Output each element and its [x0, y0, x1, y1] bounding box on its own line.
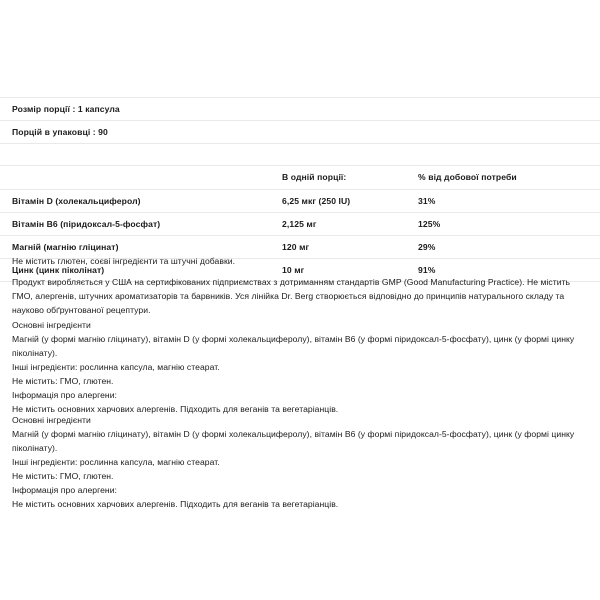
ingredients-block-2 [12, 414, 590, 511]
other-ingredients-text: Інші інгредієнти: рослинна капсула, магнію стеарат. [12, 456, 220, 467]
header-amount-per-serving: В одній порції: [282, 172, 347, 182]
ingredients-block-1 [12, 319, 590, 416]
spacer-cell-3 [418, 144, 600, 166]
serving-size-label: Розмір порції : 1 капсула [12, 104, 120, 114]
nutrient-name: Магній (магнію гліцинат) [12, 242, 119, 252]
ingredients-heading: Основні інгредієнти [12, 415, 91, 425]
allergen-statement: Не містить основних харчових алергенів. Підходить для веганів та вегетаріанців. [12, 403, 339, 414]
serving-size-dv-cell [418, 98, 600, 121]
spacer-cell-1 [0, 144, 282, 166]
free-from-text: Не містить: ГМО, глютен. [12, 375, 114, 386]
ingredients-heading: Основні інгредієнти [12, 320, 91, 330]
nutrient-name: Цинк (цинк піколінат) [12, 265, 105, 275]
other-ingredients-text: Інші інгредієнти: рослинна капсула, магнію стеарат. [12, 361, 220, 372]
servings-dv-cell [418, 121, 600, 144]
spacer-cell-2 [282, 144, 418, 166]
nutrient-name: Вітамін B6 (піридоксал-5-фосфат) [12, 219, 161, 229]
nutrient-amount: 10 мг [282, 265, 305, 275]
nutrient-amount: 2,125 мг [282, 219, 317, 229]
servings-per-container-label: Порцій в упаковці : 90 [12, 127, 108, 137]
table-row [0, 213, 600, 236]
nutrient-daily-value: 125% [418, 219, 441, 229]
main-ingredients-text: Магній (у формі магнію гліцинату), вітамін D (у формі холекальциферолу), вітамін B6 (у формі піридоксал-5-фосфату), цинк (у формі цинку піколінату). [12, 333, 575, 358]
nutrient-daily-value: 31% [418, 196, 436, 206]
free-from-statement: Не містить глютен, соєві інгредієнти та штучні добавки. [12, 256, 236, 266]
table-header-row [0, 166, 600, 190]
allergen-heading: Інформація про алергени: [12, 484, 117, 495]
manufacturing-statement-block [12, 276, 590, 318]
free-from-text: Не містить: ГМО, глютен. [12, 470, 114, 481]
manufacturing-statement: Продукт виробляється у США на сертифікованих підприємствах з дотриманням стандартів GMP (Good Manufacturing Practice). Не містить ГМО, алергенів, штучних ароматизаторів та барвників. Уся лінійка Dr. Berg створюється відповідно до принципів натурального складу та науково обґрунтованої рецептури. [12, 277, 571, 315]
table-spacer-row [0, 144, 600, 166]
serving-size-row [0, 98, 600, 121]
servings-per-container-row [0, 121, 600, 144]
serving-size-amount-cell [282, 98, 418, 121]
allergen-heading: Інформація про алергени: [12, 389, 117, 400]
nutrient-amount: 6,25 мкг (250 IU) [282, 196, 351, 206]
allergen-statement: Не містить основних харчових алергенів. Підходить для веганів та вегетаріанців. [12, 498, 339, 509]
nutrient-amount: 120 мг [282, 242, 310, 252]
main-ingredients-text: Магній (у формі магнію гліцинату), вітамін D (у формі холекальциферолу), вітамін B6 (у формі піридоксал-5-фосфату), цинк (у формі цинку піколінату). [12, 428, 575, 453]
servings-amount-cell [282, 121, 418, 144]
header-percent-daily-value: % від добової потреби [418, 172, 517, 182]
free-from-statement-block [12, 255, 590, 269]
header-nutrient [0, 166, 282, 190]
nutrient-name: Вітамін D (холекальциферол) [12, 196, 141, 206]
nutrient-daily-value: 29% [418, 242, 436, 252]
table-row [0, 190, 600, 213]
nutrient-daily-value: 91% [418, 265, 436, 275]
